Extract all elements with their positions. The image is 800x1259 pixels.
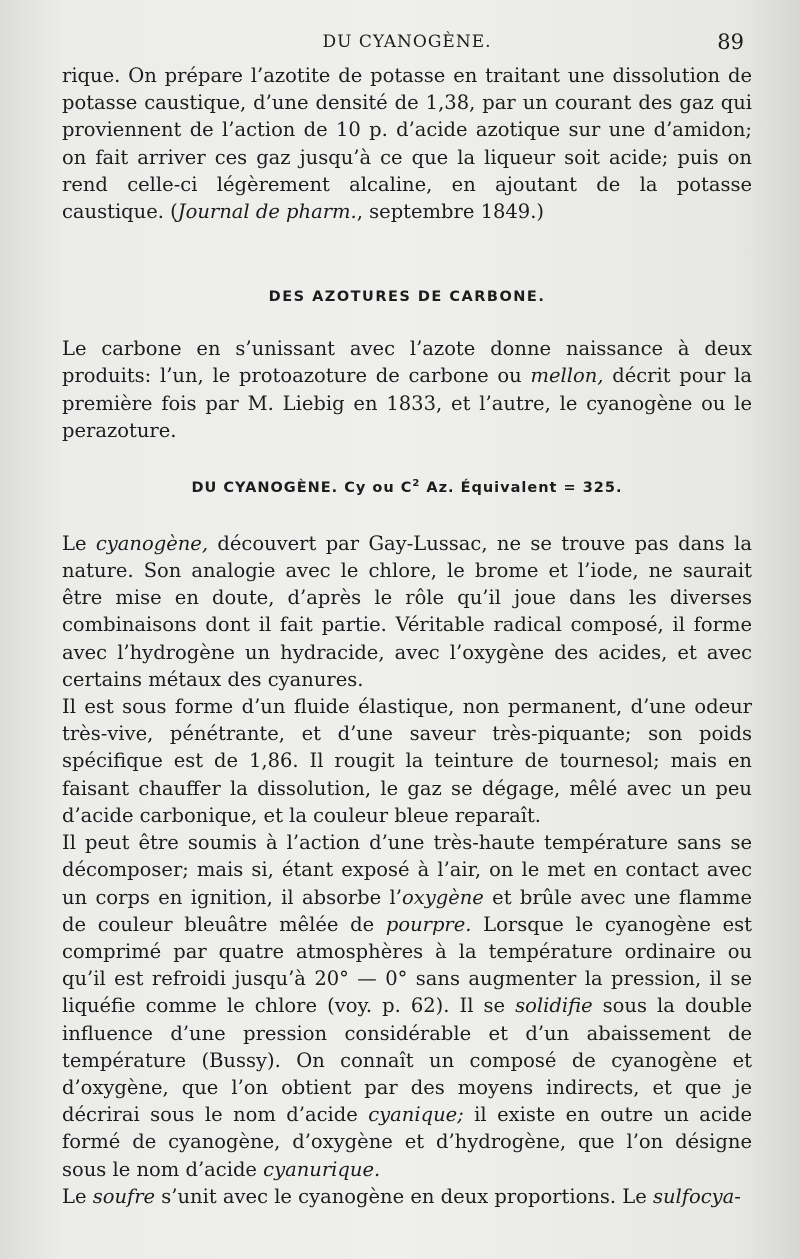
text-run: Le: [62, 531, 96, 555]
text-run: , septembre 1849.): [356, 200, 545, 224]
italic-term: cyanogène,: [95, 531, 209, 555]
running-head: [62, 28, 752, 58]
paragraph-soufre: [62, 1183, 752, 1210]
text-run: il existe en outre un acide formé de cyanogène, d’oxygène et d’hydrogène, que l’on désigne sous le nom d’acide: [62, 1103, 753, 1181]
text-run: sous la double influence d’une pression considérable et d’un abaissement de température (Bussy). On connaît un composé de cyanogène et d’oxygène, que l’on obtient par des moyens indirects, et que je décrirai sous le nom d’acide: [62, 994, 752, 1127]
paragraph-temperature: [62, 829, 752, 1183]
italic-term: cyanique;: [368, 1103, 464, 1127]
heading-superscript: 2: [412, 478, 421, 490]
journal-title: Journal de pharm.: [177, 200, 357, 224]
italic-term: oxygène: [401, 885, 484, 909]
heading-text: Az. Équivalent = 325.: [420, 479, 623, 496]
text-run: Lorsque le cyanogène est comprimé par quatre atmosphères à la température ordinaire ou qu’il est refroidi jusqu’à 20° — 0° sans augmenter la pression, il se liquéfie comme le chlore (voy. p. 62). Il se: [62, 912, 752, 1018]
text-run: Il est sous forme d’un fluide élastique, non permanent, d’une odeur très-vive, pénétrante, et d’une saveur très-piquante; son poids spécifique est de 1,86. Il rougit la teinture de tournesol; mais en faisant chauffer la dissolution, le gaz se dégage, mêlé avec un peu d’acide carbonique, et la couleur bleue reparaît.: [62, 695, 752, 827]
italic-term: sulfocya-: [652, 1184, 741, 1208]
italic-term: soufre: [92, 1184, 156, 1208]
text-run: Il peut être soumis à l’action d’une très-haute température sans se décomposer; mais si, étant exposé à l’air, on le met en contact avec un corps en ignition, il absorbe l’: [62, 831, 752, 909]
page-number: 89: [717, 30, 744, 54]
paragraph-fluide: [62, 693, 752, 829]
section-heading-cyanogene: [62, 478, 752, 496]
text-run: Le: [62, 1184, 93, 1208]
text-run: s’unit avec le cyanogène en deux proportions. Le: [155, 1184, 653, 1208]
running-title: DU CYANOGÈNE.: [322, 32, 492, 52]
italic-term: mellon,: [530, 364, 604, 388]
section-heading-azotures: DES AZOTURES DE CARBONE.: [268, 289, 546, 306]
italic-term: solidifie: [515, 994, 593, 1018]
text-run: décrit pour la première fois par M. Liebig en 1833, et l’autre, le cyanogène ou le perazoture.: [62, 364, 753, 442]
italic-term: cyanurique.: [263, 1157, 381, 1181]
heading-text: DU CYANOGÈNE. Cy ou C: [191, 479, 413, 496]
text-run: et brûle avec une flamme de couleur bleuâtre mêlée de: [62, 885, 752, 936]
text-run: découvert par Gay-Lussac, ne se trouve pas dans la nature. Son analogie avec le chlore, le brome et l’iode, ne saurait être mise en doute, d’après le rôle qu’il joue dans les diverses combinaisons dont il fait partie. Véritable radical composé, il forme avec l’hydrogène un hydracide, avec l’oxygène des acides, et avec certains métaux des cyanures.: [62, 531, 752, 691]
text-run: Le carbone en s’unissant avec l’azote donne naissance à deux produits: l’un, le protoazoture de carbone ou: [62, 337, 752, 388]
paragraph-carbone: [62, 335, 752, 444]
paragraph-decouvert: [62, 530, 752, 693]
paragraph-intro: [62, 62, 752, 225]
italic-term: pourpre.: [385, 912, 472, 936]
text-run: rique. On prépare l’azotite de potasse en traitant une dissolution de potasse caustique, d’une densité de 1,38, par un courant des gaz qui proviennent de l’action de 10 p. d’acide azotique sur une d’amidon; on fait arriver ces gaz jusqu’à ce que la liqueur soit acide; puis on rend celle-ci légèrement alcaline, en ajoutant de la potasse caustique. (: [62, 64, 752, 224]
